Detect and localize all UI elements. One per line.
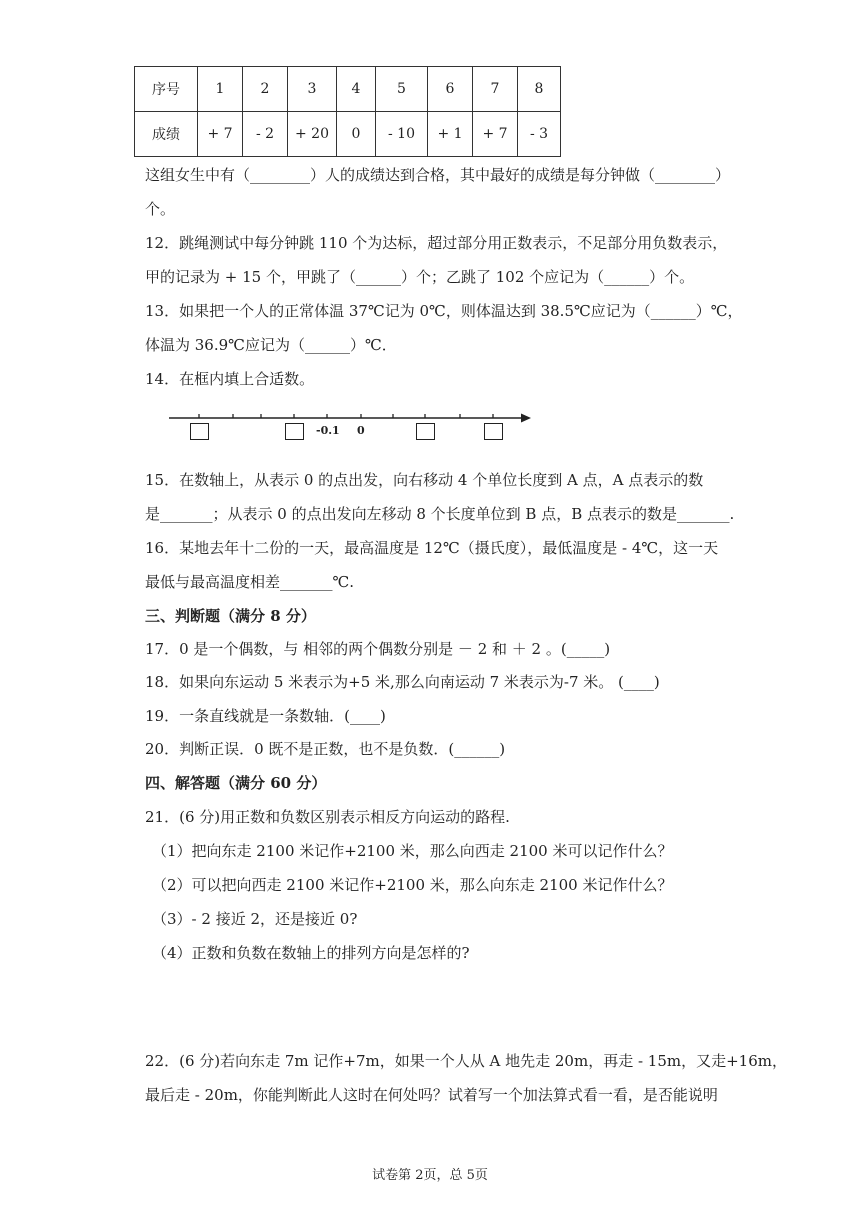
table-cell: - 10 [376,112,428,157]
table-row-scores [135,112,561,157]
sub-question: （1）把向东走 2100 米记作+2100 米，那么向西走 2100 米可以记作什么？ [152,842,673,860]
table-cell: + 7 [198,112,243,157]
question-15: 15．在数轴上，从表示 0 的点出发，向右移动 4 个单位长度到 A 点，A 点表示的数 [145,471,704,489]
table-cell: 1 [198,67,243,112]
answer-box-1[interactable] [190,423,209,440]
table-cell: 0 [337,112,376,157]
sub-question: （2）可以把向西走 2100 米记作+2100 米，那么向东走 2100 米记作什么？ [152,876,673,894]
sub-question: （4）正数和负数在数轴上的排列方向是怎样的? [152,944,470,962]
question-18: 18．如果向东运动 5 米表示为+5 米,那么向南运动 7 米表示为-7 米。 (____) [145,673,660,691]
table-header-label: 序号 [135,67,198,112]
page-footer: 试卷第 2页，总 5页 [372,1168,488,1183]
question-21: 21．(6 分)用正数和负数区别表示相反方向运动的路程. [145,808,510,826]
number-line-label: -0.1 [316,424,340,437]
question-14: 14．在框内填上合适数。 [145,370,315,388]
text-line: 个。 [145,200,176,218]
question-12: 12．跳绳测试中每分钟跳 110 个为达标，超过部分用正数表示，不足部分用负数表示， [145,234,728,252]
table-cell: - 3 [518,112,561,157]
table-cell: - 2 [243,112,288,157]
table-cell: + 20 [288,112,337,157]
text-line: 这组女生中有（________）人的成绩达到合格，其中最好的成绩是每分钟做（________） [145,166,731,184]
text-line: 最后走 - 20m，你能判断此人这时在何处吗？试着写一个加法算式看一看，是否能说明 [145,1086,718,1104]
question-16: 16．某地去年十二份的一天，最高温度是 12℃（摄氏度），最低温度是 - 4℃，这一天 [145,539,719,557]
section-heading: 三、判断题（满分 8 分） [145,607,316,625]
number-line-label: 0 [357,424,365,437]
table-cell: + 1 [428,112,473,157]
question-13: 13．如果把一个人的正常体温 37℃记为 0℃，则体温达到 38.5℃应记为（______）℃， [145,302,743,320]
answer-box-3[interactable] [416,423,435,440]
question-19: 19．一条直线就是一条数轴．(____) [145,707,386,725]
text-line: 最低与最高温度相差_______℃. [145,573,355,591]
score-table [134,66,561,157]
question-22: 22．(6 分)若向东走 7m 记作+7m，如果一个人从 A 地先走 20m，再走 - 15m，又走+16m， [145,1052,787,1070]
number-line [165,404,540,444]
table-cell: + 7 [473,112,518,157]
table-cell: 4 [337,67,376,112]
text-line: 甲的记录为 + 15 个，甲跳了（______）个；乙跳了 102 个应记为（______）个。 [145,268,695,286]
sub-question: （3）- 2 接近 2，还是接近 0? [152,910,358,928]
table-cell: 2 [243,67,288,112]
text-line: 是_______；从表示 0 的点出发向左移动 8 个长度单位到 B 点，B 点表示的数是_______. [145,505,735,523]
question-17: 17．0 是一个偶数，与 相邻的两个偶数分别是 － 2 和 ＋ 2 。(_____) [145,640,611,658]
answer-box-2[interactable] [285,423,304,440]
table-cell: 3 [288,67,337,112]
table-cell: 6 [428,67,473,112]
table-cell: 5 [376,67,428,112]
answer-box-4[interactable] [484,423,503,440]
question-20: 20．判断正误．0 既不是正数，也不是负数．(______) [145,740,506,758]
table-cell: 7 [473,67,518,112]
text-line: 体温为 36.9℃应记为（______）℃． [145,336,397,354]
section-heading: 四、解答题（满分 60 分） [145,774,327,792]
table-row-numbers [135,67,561,112]
table-cell: 8 [518,67,561,112]
table-row-label: 成绩 [135,112,198,157]
